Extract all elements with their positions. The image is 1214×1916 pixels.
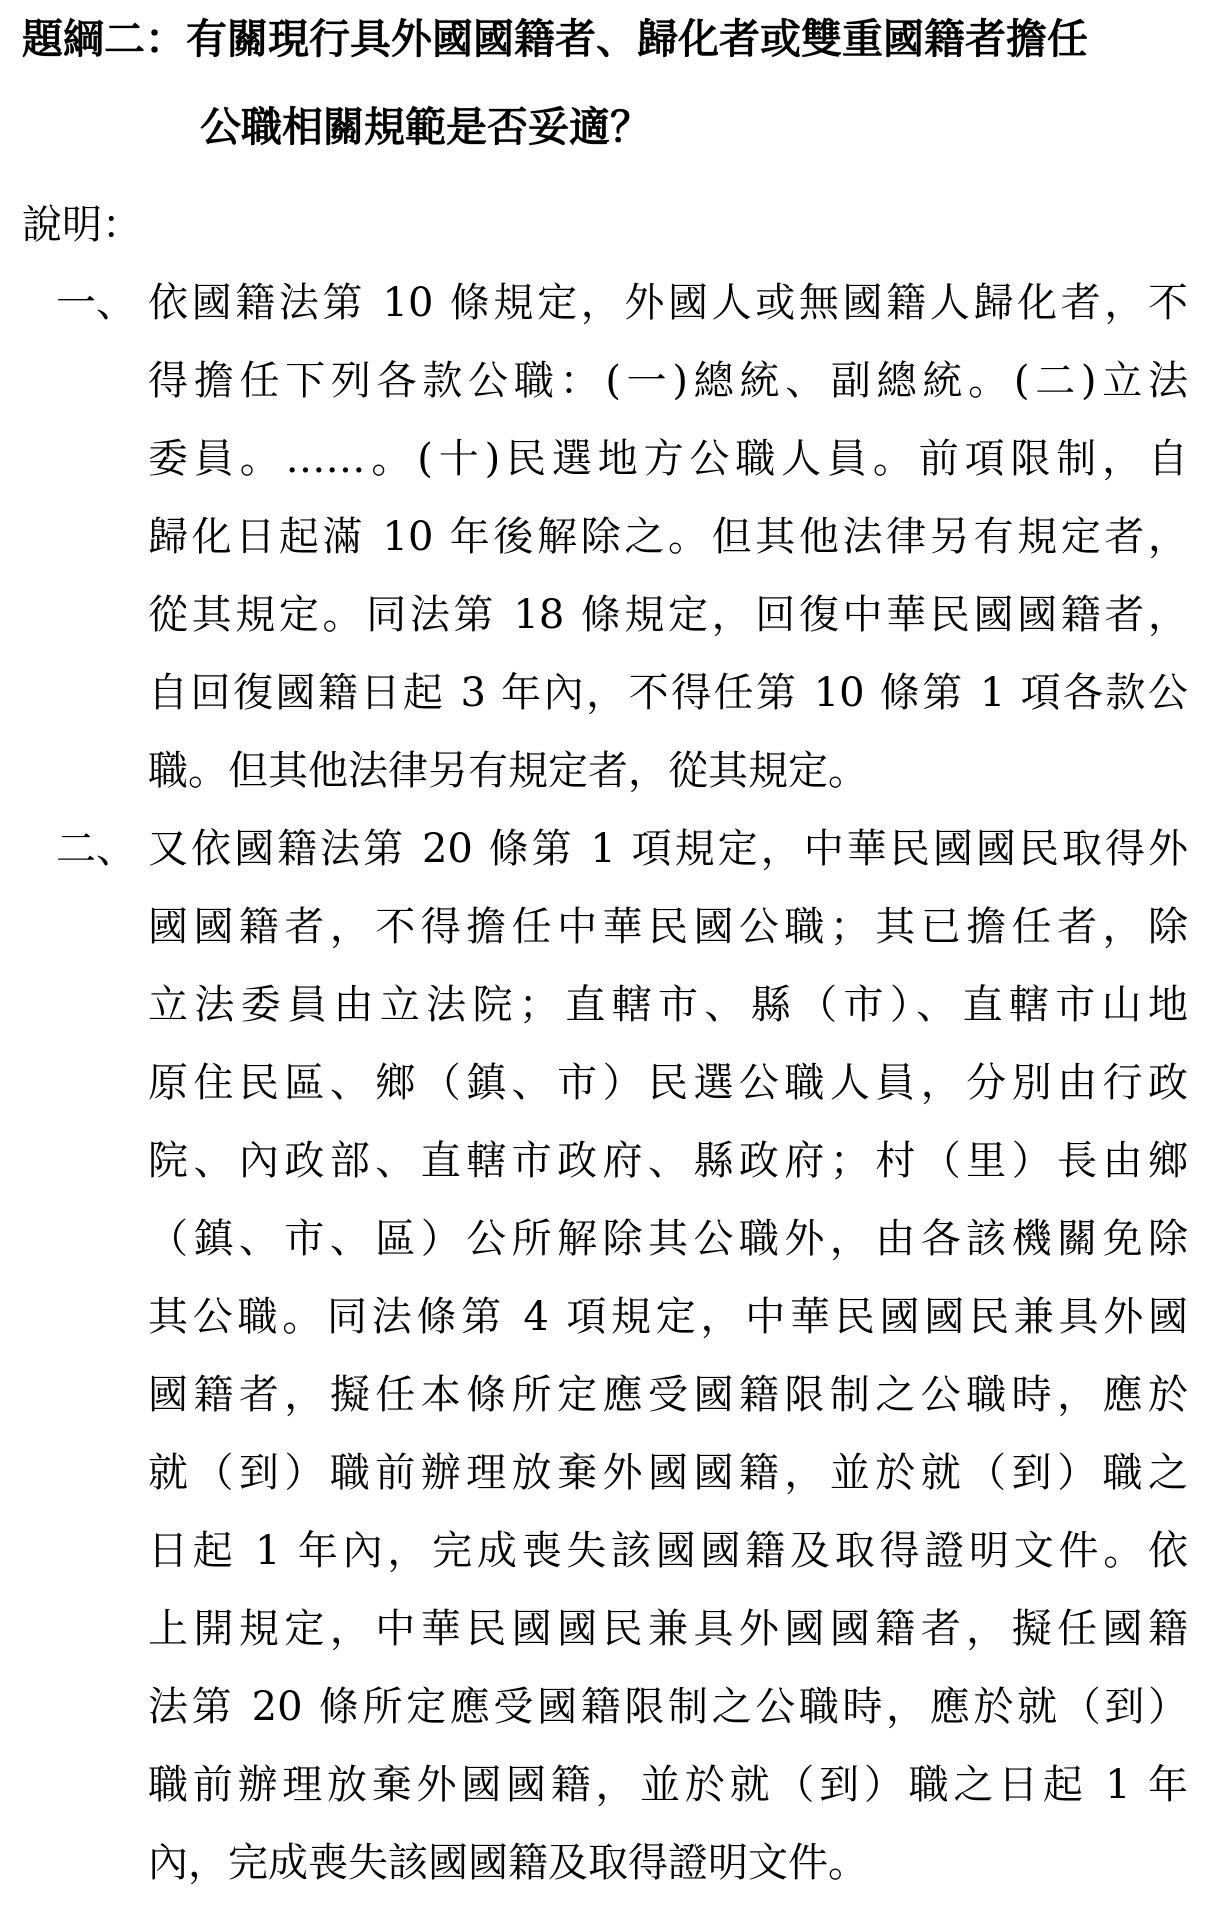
section-2-line-3: 立法委員由立法院；直轄市、縣（市）、直轄市山地 [148, 982, 1188, 1028]
section-2-line-8: 國籍者，擬任本條所定應受國籍限制之公職時，應於 [148, 1372, 1188, 1418]
section-2-line-6: （鎮、市、區）公所解除其公職外，由各該機關免除 [148, 1216, 1188, 1262]
explanation-heading: 說明： [22, 202, 142, 248]
title-label: 題綱二： [22, 15, 186, 63]
section-1-line-1: 依國籍法第 10 條規定，外國人或無國籍人歸化者，不 [148, 280, 1188, 326]
section-2-line-13: 職前辦理放棄外國國籍，並於就（到）職之日起 1 年 [148, 1762, 1188, 1808]
section-1-line-3: 委員。……。(十)民選地方公職人員。前項限制，自 [148, 436, 1188, 482]
section-1-line-7: 職。但其他法律另有規定者，從其規定。 [148, 748, 868, 794]
section-2-line-12: 法第 20 條所定應受國籍限制之公職時，應於就（到） [148, 1684, 1188, 1730]
section-2-line-5: 院、內政部、直轄市政府、縣政府；村（里）長由鄉 [148, 1138, 1188, 1184]
title-line-1 [22, 14, 1192, 64]
section-1-line-6: 自回復國籍日起 3 年內，不得任第 10 條第 1 項各款公 [148, 670, 1188, 716]
section-2-line-14: 內，完成喪失該國國籍及取得證明文件。 [148, 1840, 868, 1886]
section-2-line-1: 又依國籍法第 20 條第 1 項規定，中華民國國民取得外 [148, 826, 1188, 872]
title-text-1: 有關現行具外國國籍者、歸化者或雙重國籍者擔任 [186, 15, 1088, 63]
section-1-line-5: 從其規定。同法第 18 條規定，回復中華民國國籍者， [148, 592, 1188, 638]
section-2-line-2: 國國籍者，不得擔任中華民國公職；其已擔任者，除 [148, 904, 1188, 950]
section-2-line-7: 其公職。同法條第 4 項規定，中華民國國民兼具外國 [148, 1294, 1188, 1340]
section-2-line-11: 上開規定，中華民國國民兼具外國國籍者，擬任國籍 [148, 1606, 1188, 1652]
title-line-2 [200, 102, 651, 152]
section-2-marker: 二、 [56, 826, 136, 872]
section-1-marker: 一、 [56, 280, 136, 326]
section-1-line-2: 得擔任下列各款公職：(一)總統、副總統。(二)立法 [148, 358, 1188, 404]
title-text-2: 公職相關規範是否妥適？ [200, 103, 651, 151]
section-1-line-4: 歸化日起滿 10 年後解除之。但其他法律另有規定者， [148, 514, 1188, 560]
section-2-line-10: 日起 1 年內，完成喪失該國國籍及取得證明文件。依 [148, 1528, 1188, 1574]
section-2-line-4: 原住民區、鄉（鎮、市）民選公職人員，分別由行政 [148, 1060, 1188, 1106]
section-2-line-9: 就（到）職前辦理放棄外國國籍，並於就（到）職之 [148, 1450, 1188, 1496]
